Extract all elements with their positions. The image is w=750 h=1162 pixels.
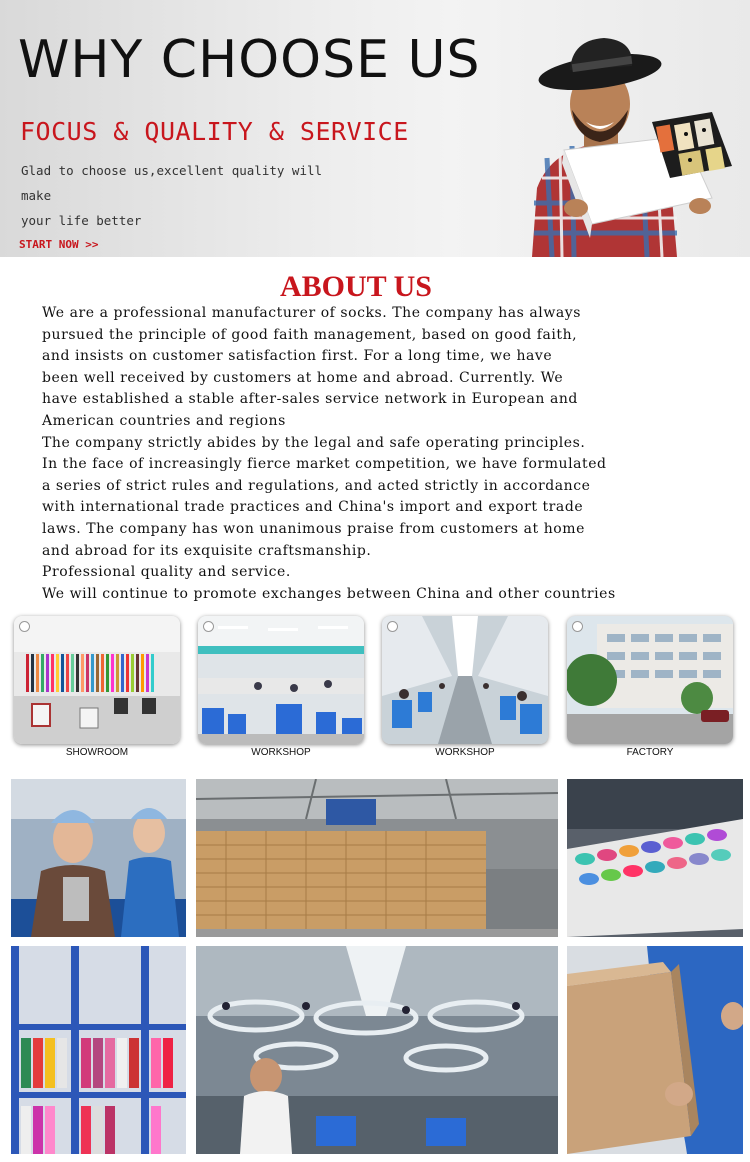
yarn-cones-shelf-photo: [11, 946, 186, 1154]
factory-photo-card[interactable]: [567, 616, 733, 744]
showroom-image: [14, 616, 180, 744]
hero-description: [21, 158, 351, 233]
warehouse-cartons-photo: [196, 779, 558, 937]
about-title: ABOUT US: [280, 270, 432, 303]
hero-subtitle: FOCUS & QUALITY & SERVICE: [20, 117, 409, 146]
workshop-photo-card-2[interactable]: [382, 616, 548, 744]
yarn-samples-photo: [567, 779, 743, 937]
card-pin-icon: [387, 621, 398, 632]
knitting-workers-photo: [11, 779, 186, 937]
worker-carrying-box-photo: [567, 946, 743, 1154]
hero-desc-line: Glad to choose us,excellent quality will make: [21, 163, 323, 203]
card-pin-icon: [203, 621, 214, 632]
workshop-image-2: [382, 616, 548, 744]
card-label-workshop-2: WORKSHOP: [435, 747, 495, 758]
hero-man-with-gift-box-image: [512, 38, 742, 257]
start-now-link[interactable]: START NOW >>: [19, 238, 99, 251]
factory-image: [567, 616, 733, 744]
workshop-photo-card-1[interactable]: [198, 616, 364, 744]
showroom-photo-card[interactable]: [14, 616, 180, 744]
about-body-text: We are a professional manufacturer of socks. The company has always pursued the principle of good faith management, based on good faith, and insists on customer satisfaction first. For a long time, we have been well received by customers at home and abroad. Currently. We have established a stable after-sales service network in European and American countries and regions The company strictly abides by the legal and safe operating principles. In the face of increasingly fierce market competition, we have formulated a series of strict rules and regulations, and acted strictly in accordance with international trade practices and China's import and export trade laws. The company has won unanimous praise from customers at home and abroad for its exquisite craftsmanship. Professional quality and service. We will continue to promote exchanges between China and other countries: [42, 305, 616, 602]
card-label-workshop-1: WORKSHOP: [251, 747, 311, 758]
hero-desc-line: your life better: [21, 213, 142, 228]
card-label-showroom: SHOWROOM: [65, 747, 129, 758]
workshop-image-1: [198, 616, 364, 744]
hero-title: WHY CHOOSE US: [18, 30, 481, 90]
hero-banner: [0, 0, 750, 257]
card-pin-icon: [19, 621, 30, 632]
knitting-machines-photo: [196, 946, 558, 1154]
card-pin-icon: [572, 621, 583, 632]
card-label-factory: FACTORY: [626, 747, 674, 758]
